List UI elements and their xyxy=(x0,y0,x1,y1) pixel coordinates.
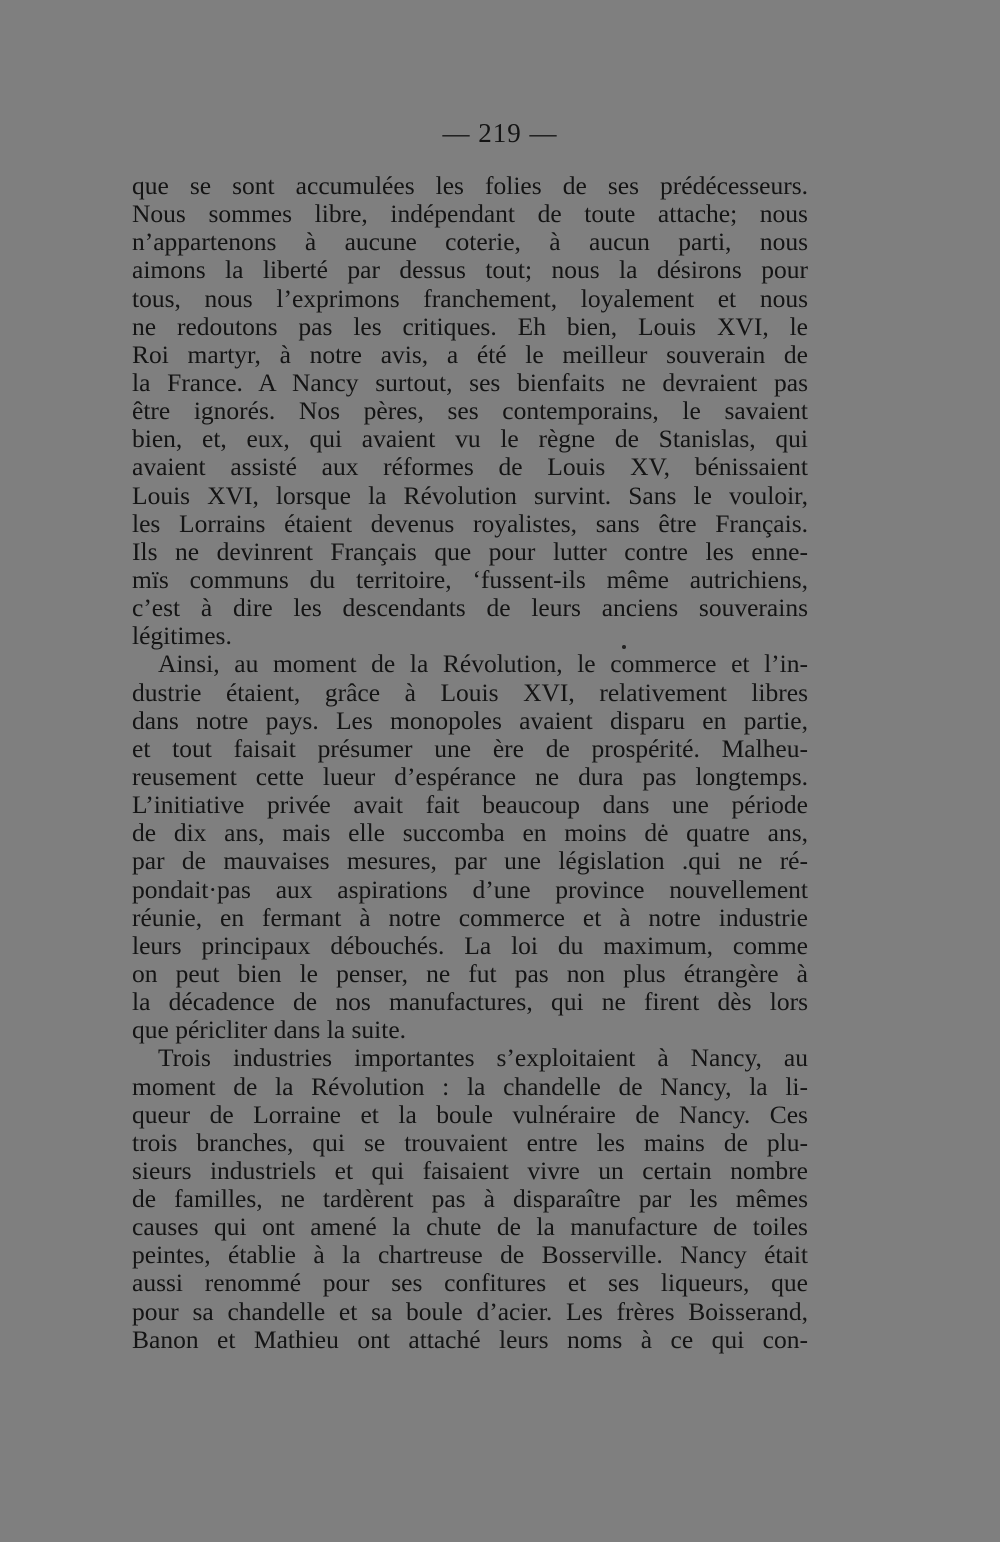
text-line: leurs principaux débouchés. La loi du maximum, comme xyxy=(132,930,808,960)
text-line: la France. A Nancy surtout, ses bienfaits ne devraient pas xyxy=(132,367,808,397)
text-line: Nous sommes libre, indépendant de toute attache; nous xyxy=(132,199,808,229)
text-line: que se sont accumulées les folies de ses prédécesseurs. xyxy=(132,171,808,200)
text-line: dans notre pays. Les monopoles avaient disparu en partie, xyxy=(132,705,808,735)
page-number: — 219 — xyxy=(442,118,558,148)
text-line: aussi renommé pour ses confitures et ses liqueurs, que xyxy=(132,1268,808,1298)
text-line: Trois industries importantes s’exploitaient à Nancy, au xyxy=(158,1043,808,1073)
text-line: trois branches, qui se trouvaient entre les mains de plu- xyxy=(132,1127,808,1157)
body-text xyxy=(132,172,808,1354)
text-line: bien, et, eux, qui avaient vu le règne de Stanislas, qui xyxy=(132,424,808,454)
text-line: pour sa chandelle et sa boule d’acier. Les frères Boisserand, xyxy=(132,1296,808,1326)
text-line: reusement cette lueur d’espérance ne dura pas longtemps. xyxy=(132,761,808,791)
text-line: c’est à dire les descendants de leurs anciens souverains xyxy=(132,593,808,623)
text-line: tous, nous l’exprimons franchement, loyalement et nous xyxy=(132,283,808,313)
text-line: causes qui ont amené la chute de la manufacture de toiles xyxy=(132,1212,808,1242)
text-line: de dix ans, mais elle succomba en moins dė quatre ans, xyxy=(132,818,808,848)
text-line: de familles, ne tardèrent pas à disparaître par les mêmes xyxy=(132,1184,808,1214)
text-line: Ils ne devinrent Français que pour lutter contre les enne- xyxy=(132,536,808,566)
text-line: L’initiative privée avait fait beaucoup dans une période xyxy=(132,790,808,820)
text-line: réunie, en fermant à notre commerce et à notre industrie xyxy=(132,902,808,932)
text-line: la décadence de nos manufactures, qui ne firent dès lors xyxy=(132,987,808,1017)
text-line: être ignorés. Nos pères, ses contemporains, le savaient xyxy=(132,396,808,426)
text-line: mïs communs du territoire, ‘fussent-ils même autrichiens, xyxy=(132,564,808,594)
text-line: ne redoutons pas les critiques. Eh bien, Louis XVI, le xyxy=(132,311,808,341)
text-line: Banon et Mathieu ont attaché leurs noms à ce qui con- xyxy=(132,1324,808,1354)
text-line: avaient assisté aux réformes de Louis XV, bénissaient xyxy=(132,452,808,482)
text-line: moment de la Révolution : la chandelle de Nancy, la li- xyxy=(132,1071,808,1101)
text-line: peintes, établie à la chartreuse de Bosserville. Nancy était xyxy=(132,1240,808,1270)
text-line: par de mauvaises mesures, par une législation .qui ne ré- xyxy=(132,846,808,876)
text-line: aimons la liberté par dessus tout; nous la désirons pour xyxy=(132,255,808,285)
text-line: Louis XVI, lorsque la Révolution survint. Sans le vouloir, xyxy=(132,480,808,510)
text-line: Ainsi, au moment de la Révolution, le commerce et l’in- xyxy=(158,649,808,679)
stray-ink-mark xyxy=(622,645,626,649)
text-line: Roi martyr, à notre avis, a été le meilleur souverain de xyxy=(132,339,808,369)
text-line: sieurs industriels et qui faisaient vivre un certain nombre xyxy=(132,1155,808,1185)
text-line: dustrie étaient, grâce à Louis XVI, relativement libres xyxy=(132,677,808,707)
text-line: et tout faisait présumer une ère de prospérité. Malheu- xyxy=(132,733,808,763)
text-line: on peut bien le penser, ne fut pas non plus étrangère à xyxy=(132,958,808,988)
text-line: légitimes. xyxy=(132,621,232,651)
text-line: que péricliter dans la suite. xyxy=(132,1015,407,1045)
text-line: les Lorrains étaient devenus royalistes, sans être Français. xyxy=(132,508,808,538)
text-line: queur de Lorraine et la boule vulnéraire de Nancy. Ces xyxy=(132,1099,808,1129)
text-line: pondait·pas aux aspirations d’une province nouvellement xyxy=(132,874,808,904)
text-line: n’appartenons à aucune coterie, à aucun parti, nous xyxy=(132,227,808,257)
